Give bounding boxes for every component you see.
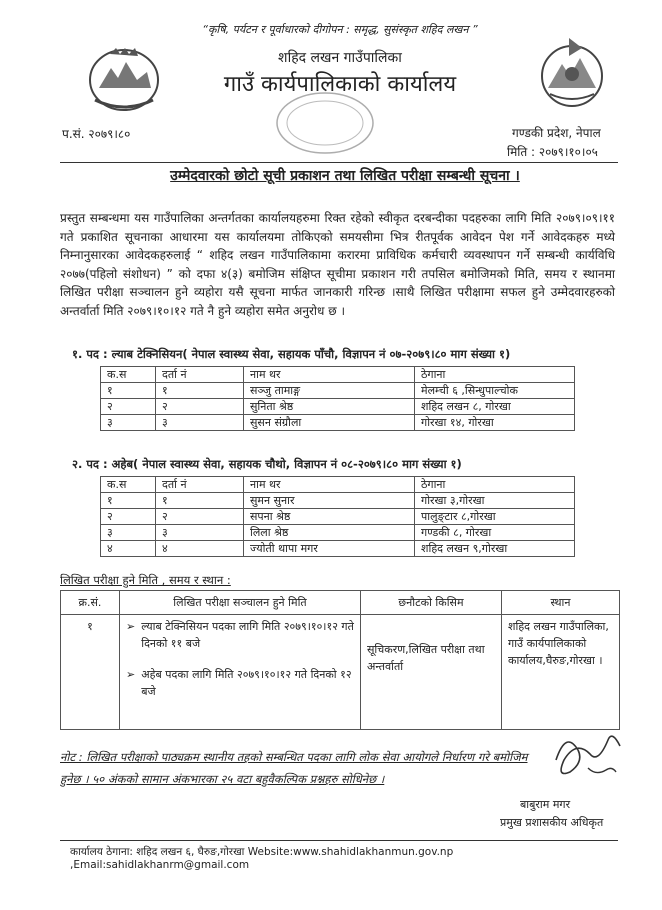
office-title: गाउँ कार्यपालिकाको कार्यालय (223, 72, 457, 97)
column-header: स्थान (502, 591, 620, 615)
table-row (101, 383, 575, 399)
cell: गोरखा १४, गोरखा (415, 415, 575, 431)
cell: ज्योती थापा मगर (244, 541, 415, 557)
cell: लिला श्रेष्ठ (244, 525, 415, 541)
issue-date: मिति : २०७९।१०।०५ (507, 145, 598, 159)
column-header: दर्ता नं (156, 367, 244, 383)
schedule-text: ल्याब टेक्निसियन पदका लागि मिति २०७९।१०।१२ गते दिनको ११ बजे (141, 620, 354, 650)
table-row (101, 399, 575, 415)
cell: शहिद लखन ८, गोरखा (415, 399, 575, 415)
cell: शहिद लखन गाउँपालिका, गाउँ कार्यपालिकाको कार्यालय,घैरुङ,गोरखा । (502, 615, 620, 730)
cell: ३ (156, 415, 244, 431)
table-row (101, 525, 575, 541)
cell: २ (156, 509, 244, 525)
arrow-bullet-icon: ➢ (126, 620, 136, 633)
municipality-logo-icon (536, 34, 608, 112)
cell: १ (156, 383, 244, 399)
header-divider (60, 162, 618, 163)
schedule-item (126, 666, 354, 700)
cell: २ (101, 399, 156, 415)
cell: २ (156, 399, 244, 415)
table-row (101, 493, 575, 509)
column-header: छनौटको किसिम (361, 591, 502, 615)
column-header: क.स (101, 477, 156, 493)
cell: १ (101, 493, 156, 509)
notice-body: प्रस्तुत सम्बन्धमा यस गाउँपालिका अन्तर्गतका कार्यालयहरुमा रिक्त रहेको स्वीकृत दरबन्दीका पदहरुका लागि मिति २०७९।०९।११ गते प्रकाशित सूचनाका आधारमा यस कार्यालयमा तोकिएको समयसीमा भित्र रीतपूर्वक आवेदन पेश गर्ने आवेदकहरु मध्ये निम्नानुसारका आवेदकहरुलाई “ शहिद लखन गाउँपालिकामा करारमा प्राविधिक कर्मचारी व्यवस्थापन गर्ने सम्बन्धी कार्यविधि २०७७(पहिलो संशोधन) ” को दफा ४(३) बमोजिम संक्षिप्त सूचीमा प्रकाशन गरी तपसिल बमोजिमको मिति, समय र स्थानमा लिखित परीक्षा सञ्चालन हुने व्यहोरा यसै सूचना मार्फत जानकारी गरिन्छ ।साथै लिखित परीक्षामा सफल हुने उम्मेदवारहरुको अन्तर्वार्ता मिति २०७९।१०।१२ गते नै हुने व्यहोरा समेत अनुरोध छ । (60, 211, 615, 318)
arrow-bullet-icon: ➢ (126, 668, 136, 681)
column-header: ठेगाना (415, 477, 575, 493)
table-header-row (101, 367, 575, 383)
table-row (101, 509, 575, 525)
cell: शहिद लखन ९,गोरखा (415, 541, 575, 557)
cell: गण्डकी ८, गोरखा (415, 525, 575, 541)
schedule-text: अहेब पदका लागि मिति २०७९।१०।१२ गते दिनको १२ बजे (141, 668, 352, 698)
cell: गोरखा ३,गोरखा (415, 493, 575, 509)
cell: सूचिकरण,लिखित परीक्षा तथा अन्तर्वार्ता (361, 615, 502, 730)
handwritten-signature (548, 720, 628, 790)
column-header: दर्ता नं (156, 477, 244, 493)
column-header: ठेगाना (415, 367, 575, 383)
schedule-cell (120, 615, 361, 730)
cell: सञ्जु तामाङ्ग (244, 383, 415, 399)
post-1-heading: १. पद : ल्याब टेक्निसियन( नेपाल स्वास्थ्य सेवा, सहायक पाँचौ, विज्ञापन नं ०७-२०७९।८० माग संख्या १) (72, 347, 511, 361)
official-stamp (270, 88, 380, 158)
exam-heading: लिखित परीक्षा हुने मिति , समय र स्थान : (60, 573, 231, 587)
cell: १ (156, 493, 244, 509)
cell: ४ (156, 541, 244, 557)
cell: मेलम्ची ६ ,सिन्धुपाल्चोक (415, 383, 575, 399)
cell: ३ (156, 525, 244, 541)
column-header: लिखित परीक्षा सञ्चालन हुने मिति (120, 591, 361, 615)
table-header-row (101, 477, 575, 493)
note-line-2: हुनेछ । ५० अंकको सामान अंकभारका २५ वटा बहुवैकल्पिक प्रश्नहरु सोधिनेछ । (60, 772, 385, 786)
post-1-candidate-table (100, 366, 575, 431)
exam-schedule-table (60, 590, 620, 730)
footer-divider (60, 840, 618, 841)
signatory-designation: प्रमुख प्रशासकीय अधिकृत (500, 816, 604, 829)
footer-contact: कार्यालय ठेगाना: शहिद लखन ६, घैरुङ,गोरखा Website:www.shahidlakhanmun.gov.np ,Email:sahidlakhanrm@gmail.com (70, 846, 454, 871)
table-row (61, 615, 620, 730)
cell: ३ (101, 415, 156, 431)
signatory-name: बाबुराम मगर (520, 798, 571, 811)
cell: १ (61, 615, 120, 730)
note (60, 746, 620, 790)
cell: सुसन संग्रौला (244, 415, 415, 431)
notice-subject: उम्मेदवारको छोटो सूची प्रकाशन तथा लिखित परीक्षा सम्बन्धी सूचना । (170, 168, 520, 184)
cell: २ (101, 509, 156, 525)
cell: सुमन सुनार (244, 493, 415, 509)
table-row (101, 415, 575, 431)
cell: ४ (101, 541, 156, 557)
post-2-heading: २. पद : अहेब( नेपाल स्वास्थ्य सेवा, सहायक चौथो, विज्ञापन नं ०८-२०७९।८० माग संख्या १) (72, 457, 462, 471)
post-2-candidate-table (100, 476, 575, 557)
nepal-emblem-icon (85, 42, 163, 114)
cell: सपना श्रेष्ठ (244, 509, 415, 525)
table-row (101, 541, 575, 557)
column-header: क.स (101, 367, 156, 383)
schedule-item (126, 618, 354, 652)
cell: ३ (101, 525, 156, 541)
motto: “कृषि, पर्यटन र पूर्वाधारको दीगोपन : समृद्ध, सुसंस्कृत शहिद लखन ” (202, 23, 478, 36)
cell: सुनिता श्रेष्ठ (244, 399, 415, 415)
municipality-name: शहिद लखन गाउँपालिका (278, 50, 402, 66)
province: गण्डकी प्रदेश, नेपाल (512, 126, 601, 140)
cell: १ (101, 383, 156, 399)
reference-number: प.सं. २०७९।८० (62, 127, 131, 141)
table-header-row (61, 591, 620, 615)
column-header: नाम थर (244, 477, 415, 493)
cell: पालुङ्टार ८,गोरखा (415, 509, 575, 525)
note-line-1: नोट : लिखित परीक्षाको पाठ्यक्रम स्थानीय तहको सम्बन्धित पदका लागि लोक सेवा आयोगले निर्धारण गरे बमोजिम (60, 750, 528, 764)
column-header: क्र.सं. (61, 591, 120, 615)
column-header: नाम थर (244, 367, 415, 383)
